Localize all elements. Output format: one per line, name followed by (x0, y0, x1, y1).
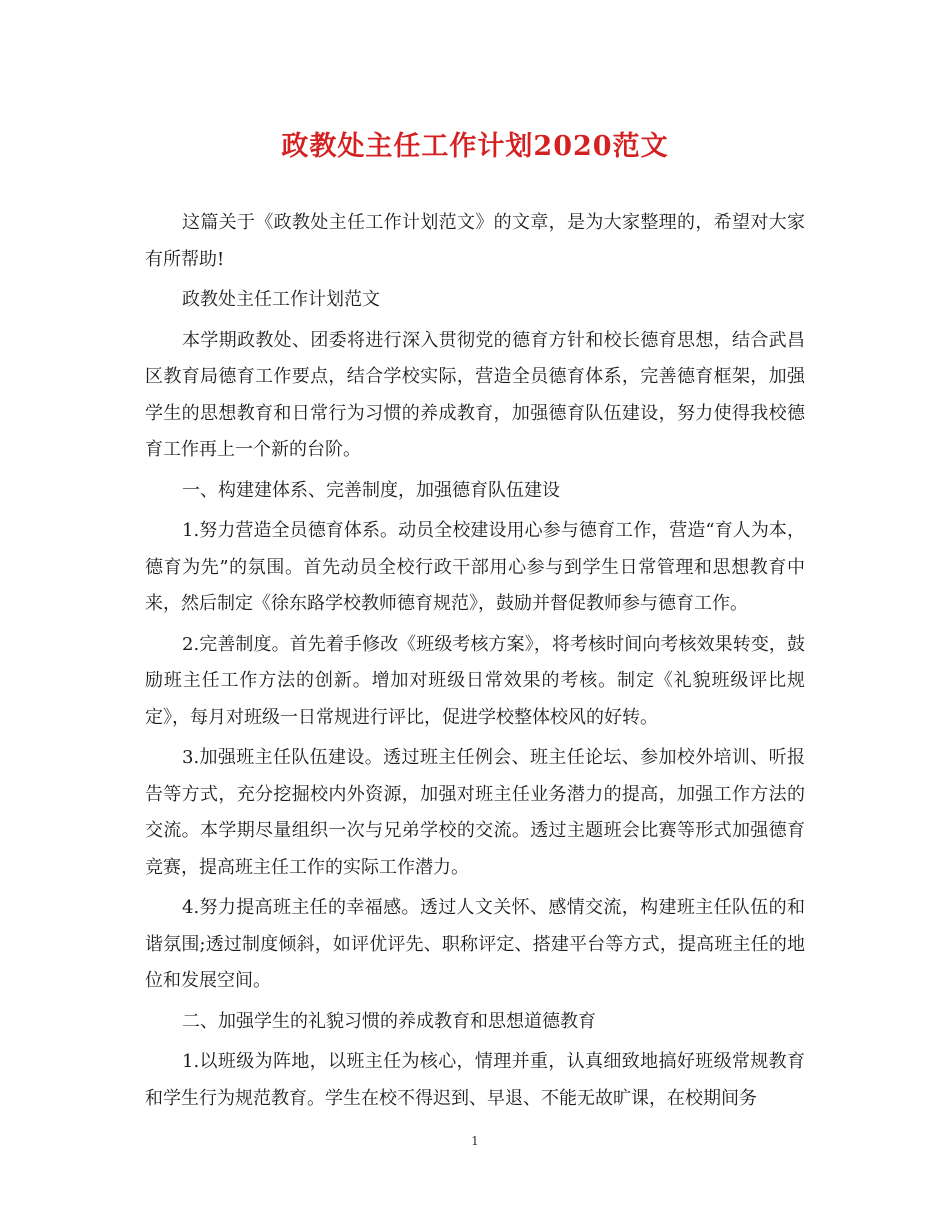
section-heading-2: 二、加强学生的礼貌习惯的养成教育和思想道德教育 (182, 1010, 596, 1032)
paragraph-subtitle: 政教处主任工作计划范文 (182, 289, 380, 310)
paragraph-intro: 这篇关于《政教处主任工作计划范文》的文章，是为大家整理的，希望对大家有所帮助! (145, 212, 805, 270)
document-body (145, 205, 805, 1121)
paragraph-item-1-4: 4.努力提高班主任的幸福感。透过人文关怀、感情交流，构建班主任队伍的和谐氛围;透过制度倾斜，如评优评先、职称评定、搭建平台等方式，提高班主任的地位和发展空间。 (145, 897, 805, 991)
paragraph-item-2-1: 1.以班级为阵地，以班主任为核心，情理并重，认真细致地搞好班级常规教育和学生行为规范教育。学生在校不得迟到、早退、不能无故旷课，在校期间务 (145, 1051, 805, 1109)
page-number: 1 (471, 1134, 479, 1148)
paragraph-item-1-1: 1.努力营造全员德育体系。动员全校建设用心参与德育工作，营造“育人为本，德育为先”的氛围。首先动员全校行政干部用心参与到学生日常管理和思想教育中来，然后制定《徐东路学校教师德育规范》，鼓励并督促教师参与德育工作。 (145, 520, 805, 614)
paragraph-item-1-3: 3.加强班主任队伍建设。透过班主任例会、班主任论坛、参加校外培训、听报告等方式，充分挖掘校内外资源，加强对班主任业务潜力的提高，加强工作方法的交流。本学期尽量组织一次与兄弟学校的交流。透过主题班会比赛等形式加强德育竞赛，提高班主任工作的实际工作潜力。 (145, 747, 805, 878)
paragraph-item-1-2: 2.完善制度。首先着手修改《班级考核方案》，将考核时间向考核效果转变，鼓励班主任工作方法的创新。增加对班级日常效果的考核。制定《礼貌班级评比规定》，每月对班级一日常规进行评比，促进学校整体校风的好转。 (145, 633, 805, 728)
document-title: 政教处主任工作计划2020范文 (281, 131, 669, 162)
paragraph-overview: 本学期政教处、团委将进行深入贯彻党的德育方针和校长德育思想，结合武昌区教育局德育工作要点，结合学校实际，营造全员德育体系，完善德育框架，加强学生的思想教育和日常行为习惯的养成教育，加强德育队伍建设，努力使得我校德育工作再上一个新的台阶。 (145, 329, 805, 460)
section-heading-1: 一、构建建体系、完善制度，加强德育队伍建设 (182, 479, 560, 501)
